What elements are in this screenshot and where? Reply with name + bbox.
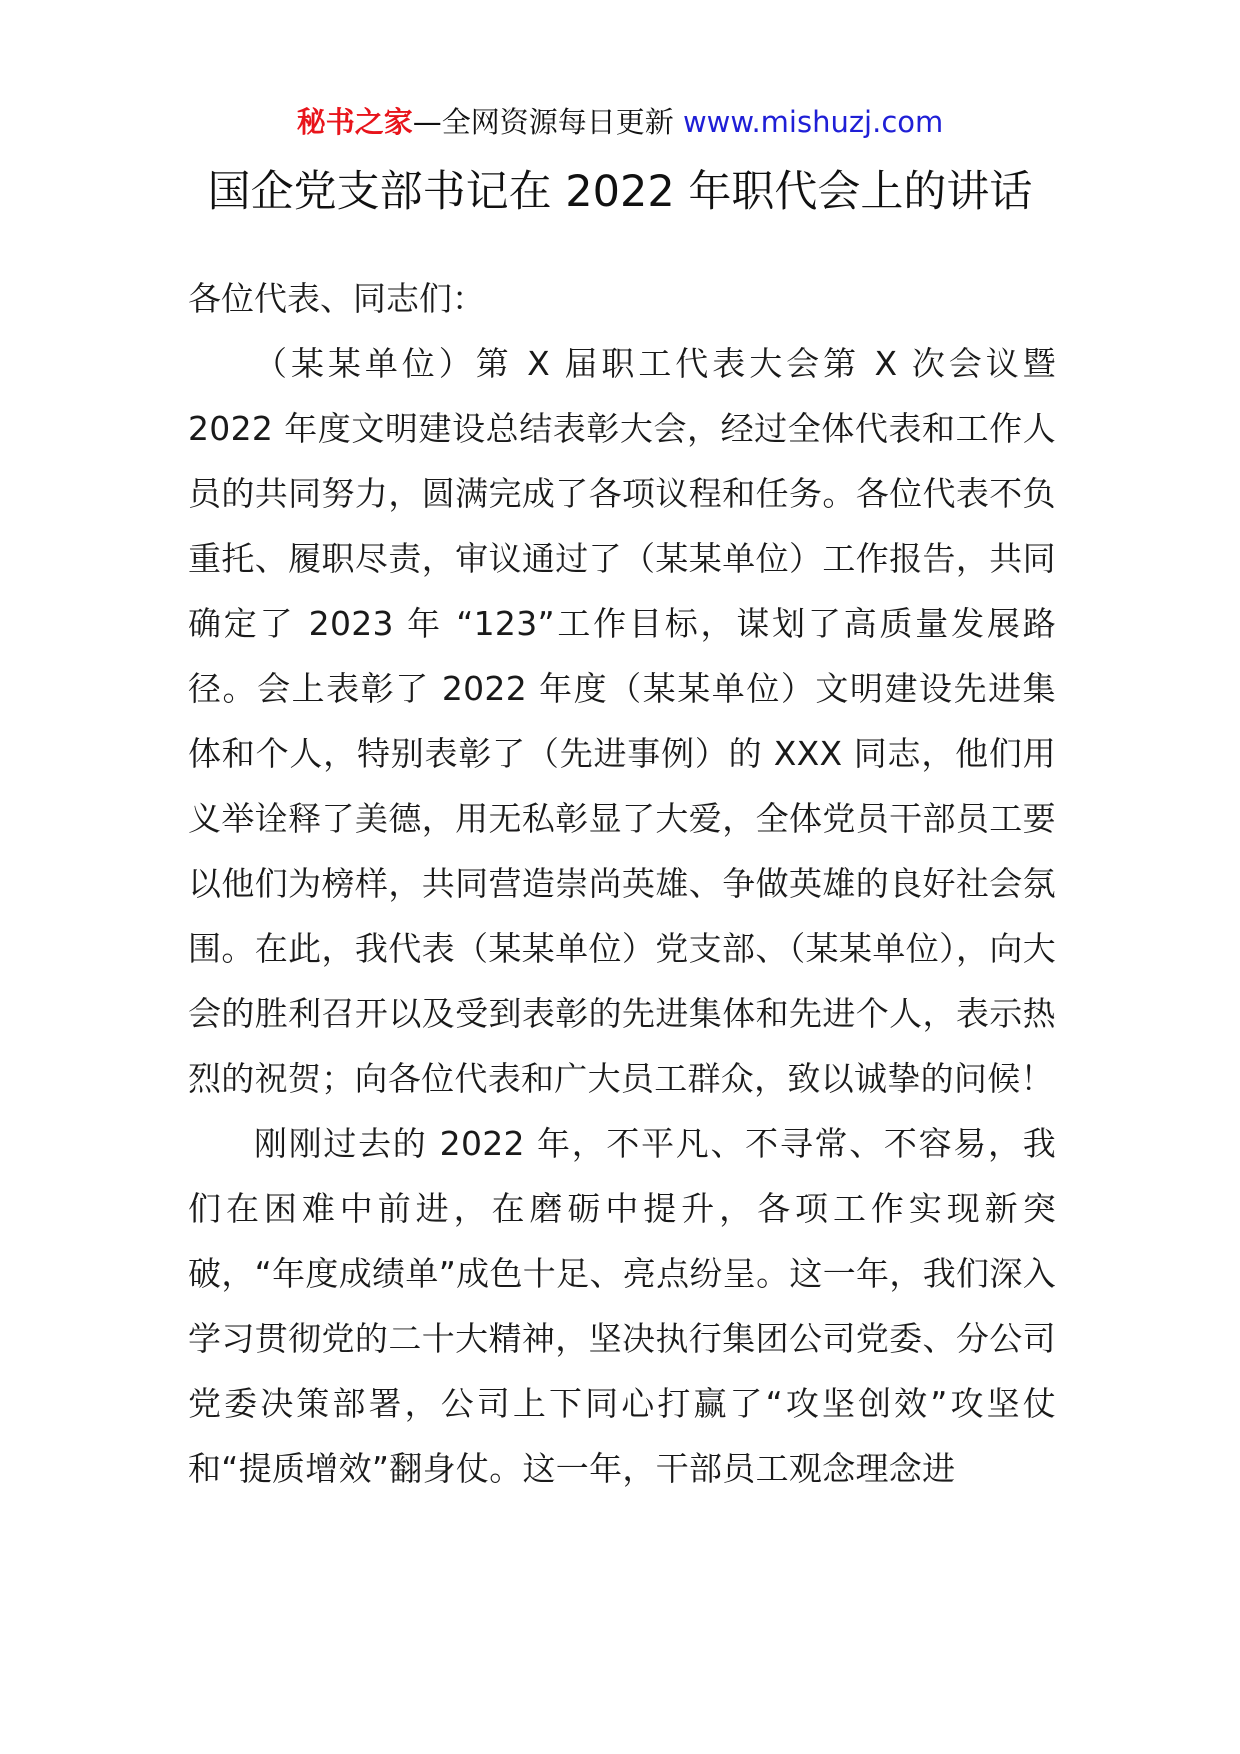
brand-name: 秘书之家 <box>296 105 413 139</box>
salutation: 各位代表、同志们： <box>188 279 485 318</box>
site-header <box>0 102 1240 142</box>
document-title: 国企党支部书记在 2022 年职代会上的讲话 <box>207 167 1033 217</box>
site-tagline: —全网资源每日更新 <box>412 105 674 139</box>
site-url-link[interactable]: www.mishuzj.com <box>682 105 944 139</box>
document-body <box>188 266 1056 1501</box>
paragraph-1: （某某单位）第 X 届职工代表大会第 X 次会议暨 2022 年度文明建设总结表彰大会，经过全体代表和工作人员的共同努力，圆满完成了各项议程和任务。各位代表不负重托、履职尽责，审议通过了（某某单位）工作报告，共同确定了 2023 年 “123”工作目标，谋划了高质量发展路径。会上表彰了 2022 年度（某某单位）文明建设先进集体和个人，特别表彰了（先进事例）的 XXX 同志，他们用义举诠释了美德，用无私彰显了大爱，全体党员干部员工要以他们为榜样，共同营造崇尚英雄、争做英雄的良好社会氛围。在此，我代表（某某单位）党支部、（某某单位），向大会的胜利召开以及受到表彰的先进集体和先进个人，表示热烈的祝贺；向各位代表和广大员工群众，致以诚挚的问候！ <box>188 344 1056 1098</box>
paragraph-2: 刚刚过去的 2022 年，不平凡、不寻常、不容易，我们在困难中前进，在磨砺中提升，各项工作实现新突破，“年度成绩单”成色十足、亮点纷呈。这一年，我们深入学习贯彻党的二十大精神，坚决执行集团公司党委、分公司党委决策部署，公司上下同心打赢了“攻坚创效”攻坚仗和“提质增效”翻身仗。这一年，干部员工观念理念进 <box>188 1124 1056 1488</box>
